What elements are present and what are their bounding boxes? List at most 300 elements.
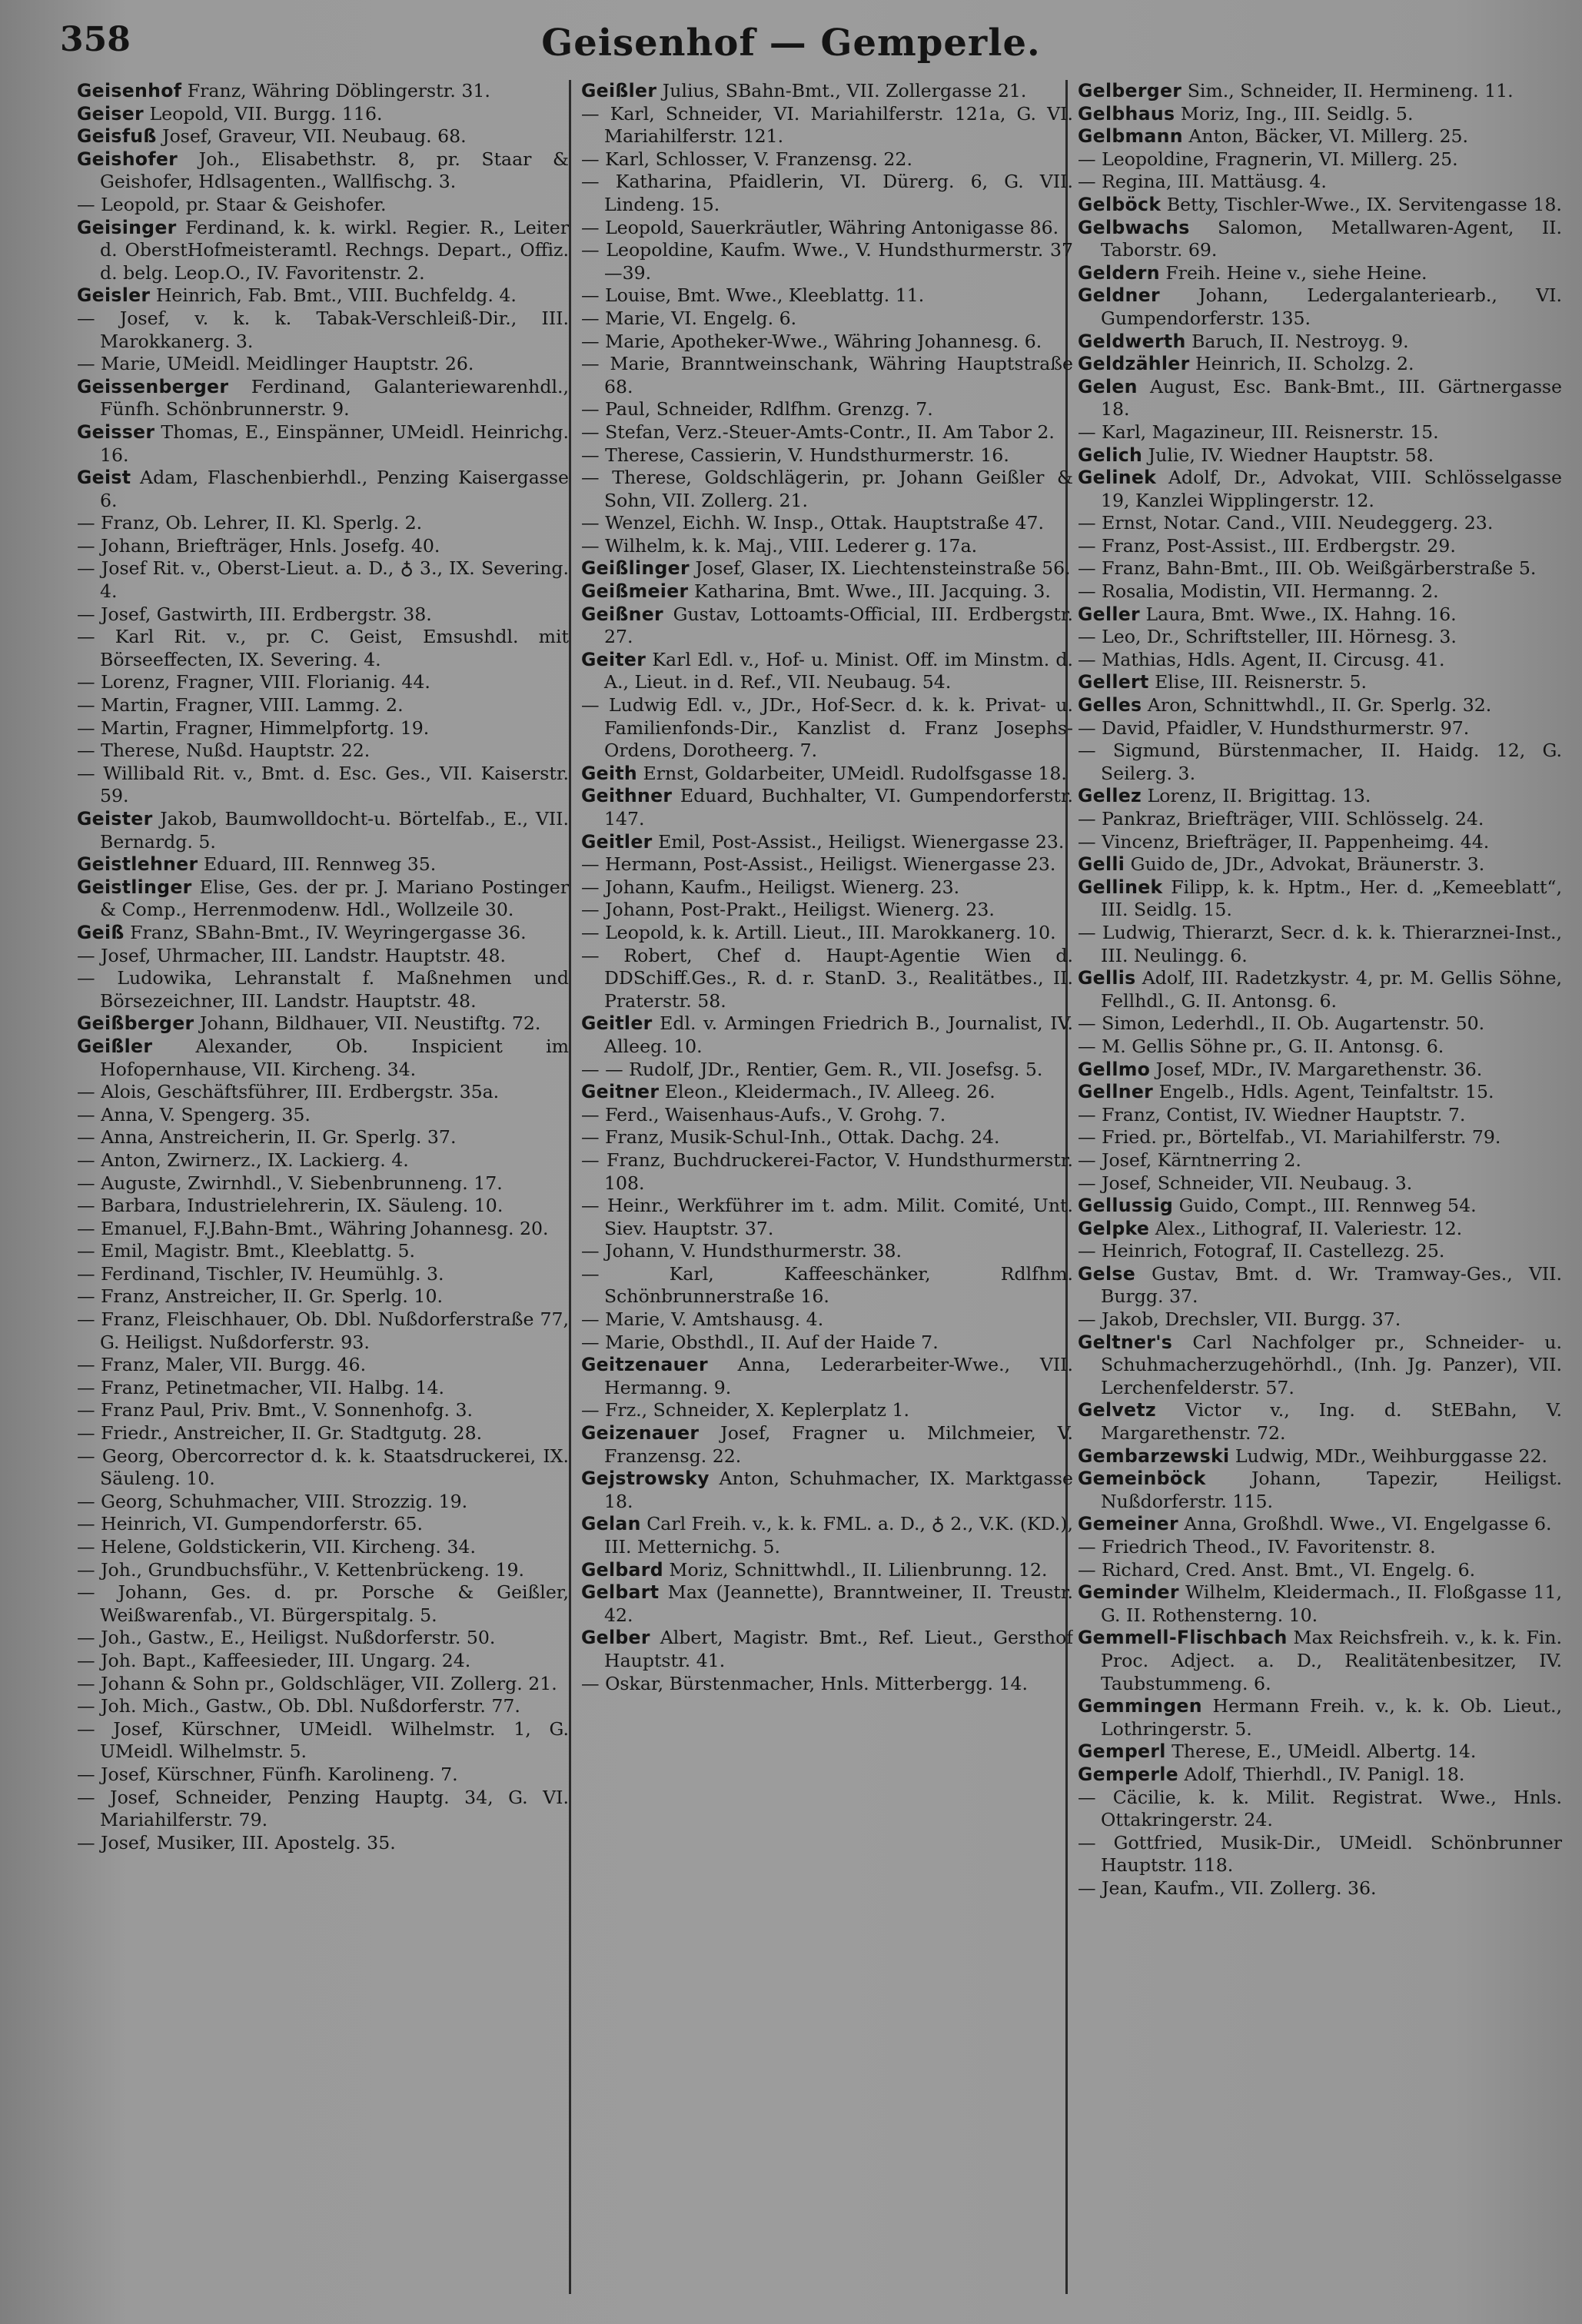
directory-entry xyxy=(581,785,1073,830)
entry-details: — Louise, Bmt. Wwe., Kleeblattg. 11. xyxy=(581,284,925,307)
entry-details: Filipp, k. k. Hptm., Her. d. „Kemeeblatt“, III. Seidlg. 15. xyxy=(1101,876,1562,921)
entry-surname: Gelich xyxy=(1078,444,1143,466)
directory-entry xyxy=(1078,1126,1562,1149)
directory-entry xyxy=(77,1036,569,1081)
directory-entry xyxy=(1078,103,1562,126)
directory-entry xyxy=(77,1195,569,1218)
entry-surname: Geitler xyxy=(581,830,653,853)
entry-surname: Gemperl xyxy=(1078,1741,1166,1763)
directory-entry xyxy=(581,467,1073,512)
entry-details: Gustav, Lottoamts-Official, III. Erdbergstr. 27. xyxy=(604,603,1073,648)
directory-entry xyxy=(1078,626,1562,649)
directory-entry xyxy=(581,398,1073,421)
entry-details: Elise, Ges. der pr. J. Mariano Postinger & Comp., Herrenmodenw. Hdl., Wollzeile 30. xyxy=(100,876,569,921)
entry-surname: Gelpke xyxy=(1078,1217,1150,1239)
directory-entry xyxy=(77,194,569,217)
entry-details: Freih. Heine v., siehe Heine. xyxy=(1165,261,1427,284)
directory-entry xyxy=(581,512,1073,535)
directory-entry xyxy=(581,1399,1073,1422)
directory-entry xyxy=(581,580,1073,603)
entry-details: — Mathias, Hdls. Agent, II. Circusg. 41. xyxy=(1078,648,1445,670)
entry-details: — David, Pfaidler, V. Hundsthurmerstr. 97. xyxy=(1078,716,1470,739)
entry-surname: Gellez xyxy=(1078,785,1142,807)
directory-entry xyxy=(1078,444,1562,467)
directory-entry xyxy=(581,1104,1073,1127)
entry-surname: Geiser xyxy=(77,102,144,125)
entry-details: — Emil, Magistr. Bmt., Kleeblattg. 5. xyxy=(77,1240,416,1262)
entry-details: — M. Gellis Söhne pr., G. II. Antonsg. 6. xyxy=(1078,1035,1444,1057)
directory-entry xyxy=(581,922,1073,945)
entry-details: — Gottfried, Musik-Dir., UMeidl. Schönbrunner Hauptstr. 118. xyxy=(1078,1831,1562,1877)
entry-surname: Gelinek xyxy=(1078,467,1157,489)
entry-surname: Geistlinger xyxy=(77,876,192,898)
directory-entry xyxy=(77,1308,569,1354)
entry-details: — Joh., Gastw., E., Heiligst. Nußdorferstr. 50. xyxy=(77,1627,496,1649)
directory-entry xyxy=(1078,148,1562,171)
entry-details: — Franz Paul, Priv. Bmt., V. Sonnenhofg. 3. xyxy=(77,1399,474,1421)
page-header xyxy=(0,0,1582,85)
entry-details: Ludwig, MDr., Weihburggasse 22. xyxy=(1235,1445,1548,1467)
directory-entry xyxy=(1078,853,1562,876)
entry-surname: Geissenberger xyxy=(77,375,229,397)
directory-entry xyxy=(1078,603,1562,627)
directory-entry xyxy=(581,331,1073,354)
entry-details: Josef, Fragner u. Milchmeier, V. Franzensg. 22. xyxy=(604,1422,1073,1467)
entry-details: Emil, Post-Assist., Heiligst. Wienergasse 23. xyxy=(658,830,1065,853)
directory-entry xyxy=(581,1354,1073,1399)
entry-details: — Johann, Briefträger, Hnls. Josefg. 40. xyxy=(77,534,440,557)
directory-entry xyxy=(77,125,569,148)
entry-surname: Geitner xyxy=(581,1081,660,1103)
directory-entry xyxy=(1078,1332,1562,1400)
entry-surname: Geisfuß xyxy=(77,125,157,148)
directory-entry xyxy=(77,876,569,922)
entry-details: — Marie, V. Amtshausg. 4. xyxy=(581,1308,824,1331)
directory-entry xyxy=(1078,740,1562,785)
directory-entry xyxy=(77,1218,569,1241)
entry-details: — Georg, Obercorrector d. k. k. Staatsdruckerei, IX. Säuleng. 10. xyxy=(77,1445,569,1490)
entry-details: Josef, Glaser, IX. Liechtensteinstraße 56. xyxy=(695,557,1071,580)
entry-details: Moriz, Schnittwhdl., II. Lilienbrunng. 12. xyxy=(669,1558,1048,1581)
directory-entry xyxy=(581,1012,1073,1058)
directory-entry xyxy=(581,763,1073,786)
entry-surname: Geisser xyxy=(77,421,155,443)
entry-surname: Gelbhaus xyxy=(1078,102,1175,125)
entry-details: Ferdinand, Galanteriewarenhdl., Fünfh. Schönbrunnerstr. 9. xyxy=(100,375,569,421)
entry-surname: Geminder xyxy=(1078,1581,1179,1604)
entry-details: — Josef, Kürschner, Fünfh. Karolineng. 7. xyxy=(77,1763,458,1785)
entry-details: — Karl, Schneider, VI. Mariahilferstr. 121a, G. VI. Mariahilferstr. 121. xyxy=(581,102,1073,148)
entry-details: — Katharina, Pfaidlerin, VI. Dürerg. 6, G. VII. Lindeng. 15. xyxy=(581,171,1073,215)
entry-details: — Karl, Schlosser, V. Franzensg. 22. xyxy=(581,148,912,170)
entry-details: — Robert, Chef d. Haupt-Agentie Wien d. DDSchiff.Ges., R. d. r. StanD. 3., Realitätbes., II. Praterstr. 58. xyxy=(581,944,1073,1012)
entry-details: — Heinrich, Fotograf, II. Castellezg. 25. xyxy=(1078,1240,1445,1262)
directory-entry xyxy=(1078,262,1562,285)
directory-entry xyxy=(581,421,1073,444)
entry-surname: Gelböck xyxy=(1078,193,1162,215)
entry-details: Engelb., Hdls. Agent, Teinfaltstr. 15. xyxy=(1158,1081,1494,1103)
entry-details: — Lorenz, Fragner, VIII. Florianig. 44. xyxy=(77,671,430,693)
entry-surname: Gelber xyxy=(581,1627,650,1649)
entry-details: — Franz, Buchdruckerei-Factor, V. Hundsthurmerstr. 108. xyxy=(581,1149,1073,1194)
entry-details: Jakob, Baumwolldocht-u. Börtelfab., E., VII. Bernardg. 5. xyxy=(100,808,569,853)
entry-surname: Geizenauer xyxy=(581,1422,700,1445)
directory-entry xyxy=(77,535,569,558)
directory-entry xyxy=(1078,1832,1562,1877)
directory-entry xyxy=(1078,671,1562,694)
directory-entry xyxy=(581,1081,1073,1104)
entry-details: — Leopoldine, Fragnerin, VI. Millerg. 25. xyxy=(1078,148,1458,170)
directory-entry xyxy=(77,1559,569,1582)
directory-entry xyxy=(581,876,1073,899)
entry-surname: Gemeinböck xyxy=(1078,1468,1206,1490)
entry-surname: Geißberger xyxy=(77,1012,194,1035)
entry-details: Leopold, VII. Burgg. 116. xyxy=(149,102,383,125)
entry-details: Heinrich, II. Scholzg. 2. xyxy=(1195,353,1414,375)
directory-entry xyxy=(1078,171,1562,194)
directory-entry xyxy=(77,945,569,968)
entry-surname: Gejstrowsky xyxy=(581,1468,710,1490)
entry-details: — Marie, Apotheker-Wwe., Währing Johannesg. 6. xyxy=(581,330,1042,352)
directory-entry xyxy=(1078,421,1562,444)
entry-details: — Jean, Kaufm., VII. Zollerg. 36. xyxy=(1078,1877,1377,1899)
entry-details: — Franz, Bahn-Bmt., III. Ob. Weißgärberstraße 5. xyxy=(1078,557,1537,580)
directory-entry xyxy=(581,308,1073,331)
directory-entry xyxy=(581,1263,1073,1308)
entry-details: — Wenzel, Eichh. W. Insp., Ottak. Hauptstraße 47. xyxy=(581,512,1045,534)
directory-entry xyxy=(581,945,1073,1013)
entry-details: — Johann, Kaufm., Heiligst. Wienerg. 23. xyxy=(581,876,960,898)
entry-details: — Anna, V. Spengerg. 35. xyxy=(77,1103,311,1125)
directory-entry xyxy=(581,284,1073,308)
directory-entry xyxy=(77,694,569,717)
entry-surname: Gelles xyxy=(1078,694,1142,716)
entry-surname: Geist xyxy=(77,467,131,489)
directory-entry xyxy=(581,103,1073,148)
directory-entry xyxy=(1078,1308,1562,1332)
entry-details: — Vincenz, Briefträger, II. Pappenheimg. 44. xyxy=(1078,830,1490,853)
directory-entry xyxy=(1078,194,1562,217)
entry-details: Guido de, JDr., Advokat, Bräunerstr. 3. xyxy=(1130,853,1485,876)
entry-details: Anna, Großhdl. Wwe., VI. Engelgasse 6. xyxy=(1184,1513,1552,1535)
entry-details: — Ferd., Waisenhaus-Aufs., V. Grohg. 7. xyxy=(581,1103,946,1125)
entry-surname: Geltner's xyxy=(1078,1331,1173,1353)
entry-details: — — Rudolf, JDr., Rentier, Gem. R., VII. Josefsg. 5. xyxy=(581,1058,1043,1080)
directory-entry xyxy=(581,694,1073,763)
entry-details: Thomas, E., Einspänner, UMeidl. Heinrichg. 16. xyxy=(100,421,569,466)
directory-entry xyxy=(581,1581,1073,1627)
entry-surname: Gemperle xyxy=(1078,1763,1178,1785)
entry-surname: Gemeiner xyxy=(1078,1513,1178,1535)
column-1 xyxy=(77,80,569,2309)
entry-details: Heinrich, Fab. Bmt., VIII. Buchfeldg. 4. xyxy=(155,284,517,307)
entry-details: Johann, Ledergalanteriearb., VI. Gumpendorferstr. 135. xyxy=(1101,284,1562,329)
directory-entry xyxy=(77,808,569,853)
entry-surname: Geisinger xyxy=(77,216,177,238)
entry-details: Johann, Bildhauer, VII. Neustiftg. 72. xyxy=(199,1012,541,1035)
entry-details: — Stefan, Verz.-Steuer-Amts-Contr., II. Am Tabor 2. xyxy=(581,421,1055,443)
entry-details: — Friedrich Theod., IV. Favoritenstr. 8. xyxy=(1078,1536,1436,1558)
entry-details: Guido, Compt., III. Rennweg 54. xyxy=(1178,1195,1477,1217)
entry-details: — Josef, v. k. k. Tabak-Verschleiß-Dir., III. Marokkanerg. 3. xyxy=(77,307,569,352)
entry-details: Julie, IV. Wiedner Hauptstr. 58. xyxy=(1148,444,1434,466)
entry-details: Ernst, Goldarbeiter, UMeidl. Rudolfsgasse 18. xyxy=(643,762,1067,784)
entry-details: — Ferdinand, Tischler, IV. Heumühlg. 3. xyxy=(77,1262,444,1285)
entry-details: — Franz, Contist, IV. Wiedner Hauptstr. 7. xyxy=(1078,1103,1466,1125)
directory-entry xyxy=(1078,1149,1562,1172)
directory-entry xyxy=(1078,1627,1562,1695)
directory-entry xyxy=(581,1126,1073,1149)
directory-entry xyxy=(581,1627,1073,1672)
entry-details: — Josef Rit. v., Oberst-Lieut. a. D., ♁ 3., IX. Severing. 4. xyxy=(77,557,569,603)
directory-entry xyxy=(1078,557,1562,580)
entry-details: — Franz, Musik-Schul-Inh., Ottak. Dachg. 24. xyxy=(581,1126,1000,1149)
directory-entry xyxy=(77,1149,569,1172)
entry-details: Aron, Schnittwhdl., II. Gr. Sperlg. 32. xyxy=(1147,694,1492,716)
entry-surname: Gellner xyxy=(1078,1081,1154,1103)
directory-entry xyxy=(581,1240,1073,1263)
entry-surname: Geller xyxy=(1078,603,1140,625)
directory-entry xyxy=(1078,331,1562,354)
directory-entry xyxy=(77,1126,569,1149)
directory-entry xyxy=(1078,1081,1562,1104)
entry-surname: Gelbart xyxy=(581,1581,660,1604)
directory-entry xyxy=(1078,967,1562,1012)
directory-entry xyxy=(77,1695,569,1718)
entry-surname: Gelen xyxy=(1078,375,1138,397)
entry-details: Gustav, Bmt. d. Wr. Tramway-Ges., VII. Burgg. 37. xyxy=(1101,1262,1562,1308)
directory-entry xyxy=(1078,284,1562,330)
entry-details: — Josef, Schneider, Penzing Hauptg. 34, G. VI. Mariahilferstr. 79. xyxy=(77,1786,569,1831)
entry-details: — Joh. Mich., Gastw., Ob. Dbl. Nußdorferstr. 77. xyxy=(77,1695,520,1717)
directory-entry xyxy=(1078,717,1562,740)
directory-entry xyxy=(77,557,569,603)
entry-details: Alexander, Ob. Inspicient im Hofopernhause, VII. Kircheng. 34. xyxy=(100,1035,569,1080)
entry-details: — Franz, Anstreicher, II. Gr. Sperlg. 10. xyxy=(77,1285,443,1308)
entry-details: — Karl, Magazineur, III. Reisnerstr. 15. xyxy=(1078,421,1439,443)
directory-entry xyxy=(1078,580,1562,603)
directory-entry xyxy=(77,1787,569,1832)
entry-details: — Johann, Ges. d. pr. Porsche & Geißler, Weißwarenfab., VI. Bürgerspitalg. 5. xyxy=(77,1581,569,1626)
directory-entry xyxy=(1078,1787,1562,1832)
entry-surname: Gemmingen xyxy=(1078,1695,1202,1717)
directory-entry xyxy=(77,626,569,671)
directory-entry xyxy=(1078,467,1562,512)
entry-details: — Cäcilie, k. k. Milit. Registrat. Wwe., Hnls. Ottakringerstr. 24. xyxy=(1078,1786,1562,1831)
directory-entry xyxy=(581,217,1073,240)
entry-details: — Joh., Grundbuchsführ., V. Kettenbrückeng. 19. xyxy=(77,1558,525,1581)
directory-entry xyxy=(1078,80,1562,103)
directory-entry xyxy=(77,1832,569,1855)
entry-details: — Franz, Maler, VII. Burgg. 46. xyxy=(77,1354,367,1376)
entry-details: — Josef, Gastwirth, III. Erdbergstr. 38. xyxy=(77,603,432,625)
entry-details: Salomon, Metallwaren-Agent, II. Taborstr. 69. xyxy=(1101,216,1562,261)
entry-details: — Therese, Nußd. Hauptstr. 22. xyxy=(77,740,371,762)
directory-entry xyxy=(581,444,1073,467)
entry-details: — Johann & Sohn pr., Goldschläger, VII. Zollerg. 21. xyxy=(77,1672,557,1694)
directory-entry xyxy=(581,1195,1073,1240)
entry-surname: Gelan xyxy=(581,1513,641,1535)
directory-entry xyxy=(1078,1695,1562,1741)
entry-details: Eleon., Kleidermach., IV. Alleeg. 26. xyxy=(664,1081,995,1103)
directory-entry xyxy=(77,1240,569,1263)
directory-entry xyxy=(581,853,1073,876)
entry-details: August, Esc. Bank-Bmt., III. Gärtnergasse 18. xyxy=(1101,375,1562,421)
directory-entry xyxy=(77,1627,569,1650)
directory-entry xyxy=(77,1650,569,1673)
directory-entry xyxy=(77,853,569,876)
entry-surname: Geisler xyxy=(77,284,151,307)
entry-details: Josef, Graveur, VII. Neubaug. 68. xyxy=(162,125,467,148)
directory-entry xyxy=(77,1172,569,1195)
directory-entry xyxy=(581,535,1073,558)
entry-surname: Geldzähler xyxy=(1078,353,1190,375)
directory-entry xyxy=(77,1285,569,1308)
entry-details: Ferdinand, k. k. wirkl. Regier. R., Leiter d. OberstHofmeisteramtl. Rechngs. Depart., Offiz. d. belg. Leop.O., IV. Favoritenstr. 2. xyxy=(100,216,569,284)
entry-details: Karl Edl. v., Hof- u. Minist. Off. im Minstm. d. A., Lieut. in d. Ref., VII. Neubaug. 54. xyxy=(604,648,1073,693)
entry-details: — Karl, Kaffeeschänker, Rdlfhm. Schönbrunnerstraße 16. xyxy=(581,1262,1073,1308)
entry-details: Albert, Magistr. Bmt., Ref. Lieut., Gersthof Hauptstr. 41. xyxy=(604,1627,1073,1671)
directory-entry xyxy=(581,1149,1073,1195)
directory-entry xyxy=(581,899,1073,922)
directory-entry xyxy=(77,1513,569,1536)
directory-entry xyxy=(77,1764,569,1787)
entry-details: — Sigmund, Bürstenmacher, II. Haidg. 12, G. Seilerg. 3. xyxy=(1078,740,1562,784)
entry-details: — Heinrich, VI. Gumpendorferstr. 65. xyxy=(77,1513,423,1535)
directory-entry xyxy=(77,1491,569,1514)
directory-entry xyxy=(581,1059,1073,1082)
entry-surname: Geishofer xyxy=(77,148,178,170)
directory-entry xyxy=(1078,1036,1562,1059)
directory-entry xyxy=(77,740,569,763)
entry-details: — Leopold, Sauerkräutler, Währing Antonigasse 86. xyxy=(581,216,1059,238)
entry-surname: Gellinek xyxy=(1078,876,1163,898)
directory-entry xyxy=(1078,1059,1562,1082)
directory-entry xyxy=(1078,1559,1562,1582)
directory-entry xyxy=(1078,1741,1562,1764)
entry-surname: Gelli xyxy=(1078,853,1125,876)
entry-details: Katharina, Bmt. Wwe., III. Jacquing. 3. xyxy=(693,580,1051,603)
directory-entry xyxy=(77,1718,569,1764)
directory-entry xyxy=(581,353,1073,398)
directory-entry xyxy=(1078,1218,1562,1241)
directory-entry xyxy=(77,1377,569,1400)
directory-entry xyxy=(77,284,569,308)
directory-entry xyxy=(77,1422,569,1445)
entry-details: — Leo, Dr., Schriftsteller, III. Hörnesg. 3. xyxy=(1078,626,1457,648)
entry-details: — Leopold, pr. Staar & Geishofer. xyxy=(77,193,387,215)
directory-entry xyxy=(581,80,1073,103)
directory-columns xyxy=(0,80,1582,2309)
entry-details: — Franz, Fleischhauer, Ob. Dbl. Nußdorferstraße 77, G. Heiligst. Nußdorferstr. 93. xyxy=(77,1308,569,1353)
entry-details: — Martin, Fragner, Himmelpfortg. 19. xyxy=(77,716,430,739)
entry-surname: Gelbmann xyxy=(1078,125,1183,148)
directory-entry xyxy=(77,603,569,627)
entry-details: Laura, Bmt. Wwe., IX. Hahng. 16. xyxy=(1145,603,1457,625)
directory-entry xyxy=(1078,649,1562,672)
directory-entry xyxy=(77,1081,569,1104)
entry-details: Elise, III. Reisnerstr. 5. xyxy=(1155,671,1368,693)
entry-details: Anton, Schuhmacher, IX. Marktgasse 18. xyxy=(604,1468,1073,1512)
entry-details: Eduard, Buchhalter, VI. Gumpendorferstr. 147. xyxy=(604,785,1073,830)
directory-entry xyxy=(581,1559,1073,1582)
entry-details: — Helene, Goldstickerin, VII. Kircheng. 34. xyxy=(77,1536,476,1558)
entry-details: — Ludowika, Lehranstalt f. Maßnehmen und Börsezeichner, III. Landstr. Hauptstr. 48. xyxy=(77,967,569,1012)
entry-surname: Geißmeier xyxy=(581,580,689,603)
directory-entry xyxy=(1078,1468,1562,1513)
directory-entry xyxy=(77,1012,569,1036)
entry-surname: Gelse xyxy=(1078,1262,1135,1285)
entry-surname: Geister xyxy=(77,808,153,830)
entry-details: — Franz, Petinetmacher, VII. Halbg. 14. xyxy=(77,1376,444,1398)
entry-details: — Auguste, Zwirnhdl., V. Siebenbrunneng. 17. xyxy=(77,1172,503,1194)
directory-entry xyxy=(77,717,569,740)
entry-details: — Ernst, Notar. Cand., VIII. Neudeggerg. 23. xyxy=(1078,512,1494,534)
directory-entry xyxy=(77,103,569,126)
entry-details: Anna, Lederarbeiter-Wwe., VII. Hermanng. 9. xyxy=(604,1354,1073,1398)
entry-details: Betty, Tischler-Wwe., IX. Servitengasse 18. xyxy=(1166,193,1562,215)
directory-entry xyxy=(77,308,569,353)
entry-details: — Josef, Schneider, VII. Neubaug. 3. xyxy=(1078,1172,1413,1194)
entry-details: — Marie, Obsthdl., II. Auf der Haide 7. xyxy=(581,1331,939,1353)
directory-entry xyxy=(1078,1513,1562,1536)
directory-entry xyxy=(1078,876,1562,922)
directory-entry xyxy=(77,922,569,945)
directory-entry xyxy=(581,171,1073,216)
entry-details: — Franz, Post-Assist., III. Erdbergstr. 29. xyxy=(1078,534,1456,557)
entry-details: — Josef, Kärntnerring 2. xyxy=(1078,1149,1301,1171)
entry-details: Josef, MDr., IV. Margarethenstr. 36. xyxy=(1155,1058,1483,1080)
directory-entry xyxy=(77,1581,569,1627)
entry-details: — Martin, Fragner, VIII. Lammg. 2. xyxy=(77,694,404,716)
entry-details: Sim., Schneider, II. Hermineng. 11. xyxy=(1187,80,1514,101)
directory-entry xyxy=(77,217,569,285)
directory-entry xyxy=(77,1263,569,1286)
directory-entry xyxy=(77,1399,569,1422)
directory-entry xyxy=(1078,125,1562,148)
directory-entry xyxy=(77,353,569,376)
entry-details: — Ludwig, Thierarzt, Secr. d. k. k. Thierarznei-Inst., III. Neulingg. 6. xyxy=(1078,921,1562,966)
directory-entry xyxy=(1078,694,1562,717)
entry-surname: Geldner xyxy=(1078,284,1160,307)
entry-details: — Georg, Schuhmacher, VIII. Strozzig. 19. xyxy=(77,1490,468,1512)
directory-entry xyxy=(77,148,569,194)
directory-entry xyxy=(1078,353,1562,376)
page-number: 358 xyxy=(60,20,131,59)
entry-details: — Jakob, Drechsler, VII. Burgg. 37. xyxy=(1078,1308,1401,1331)
directory-entry xyxy=(581,1308,1073,1332)
directory-entry xyxy=(581,649,1073,694)
entry-details: — Marie, UMeidl. Meidlinger Hauptstr. 26. xyxy=(77,353,474,375)
entry-details: — Heinr., Werkführer im t. adm. Milit. Comité, Unt. Siev. Hauptstr. 37. xyxy=(581,1195,1073,1239)
entry-details: — Emanuel, F.J.Bahn-Bmt., Währing Johannesg. 20. xyxy=(77,1217,549,1239)
directory-entry xyxy=(1078,1536,1562,1559)
directory-entry xyxy=(77,467,569,512)
entry-details: — Josef, Uhrmacher, III. Landstr. Hauptstr. 48. xyxy=(77,944,507,966)
directory-entry xyxy=(77,512,569,535)
directory-entry xyxy=(1078,1104,1562,1127)
entry-surname: Geithner xyxy=(581,785,673,807)
directory-entry xyxy=(77,1104,569,1127)
entry-details: Adolf, III. Radetzkystr. 4, pr. M. Gellis Söhne, Fellhdl., G. II. Antonsg. 6. xyxy=(1101,967,1562,1012)
entry-details: — Josef, Kürschner, UMeidl. Wilhelmstr. 1, G. UMeidl. Wilhelmstr. 5. xyxy=(77,1717,569,1763)
entry-details: — Hermann, Post-Assist., Heiligst. Wienergasse 23. xyxy=(581,853,1056,876)
column-2 xyxy=(581,80,1073,2309)
entry-details: — Alois, Geschäftsführer, III. Erdbergstr. 35a. xyxy=(77,1081,500,1103)
directory-entry xyxy=(77,1673,569,1696)
directory-entry xyxy=(1078,512,1562,535)
directory-entry xyxy=(1078,1399,1562,1445)
